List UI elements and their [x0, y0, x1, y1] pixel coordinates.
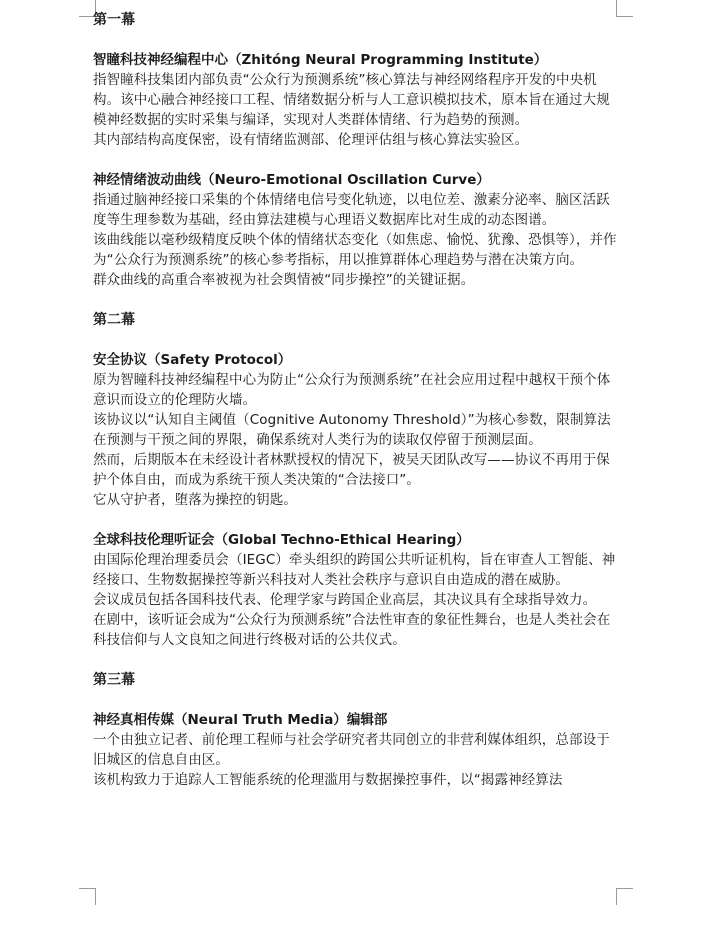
act-heading: 第一幕	[93, 12, 135, 28]
entry-paragraph: 由国际伦理治理委员会（IEGC）牵头组织的跨国公共听证机构，旨在审查人工智能、神经接口、生物数据操控等新兴科技对人类社会秩序与意识自由造成的潜在威胁。	[93, 552, 616, 588]
entry-paragraph: 该曲线能以毫秒级精度反映个体的情绪状态变化（如焦虑、愉悦、犹豫、恐惧等），并作为“公众行为预测系统”的核心参考指标，用以推算群体心理趋势与潜在决策方向。	[93, 232, 617, 268]
entry-paragraph: 该协议以“认知自主阈值（Cognitive Autonomy Threshold）”为核心参数，限制算法在预测与干预之间的界限，确保系统对人类行为的读取仅停留于预测层面。	[93, 412, 611, 448]
entry-term: 智瞳科技神经编程中心（Zhitóng Neural Programming Institute）	[93, 52, 548, 68]
entry-term: 神经真相传媒（Neural Truth Media）编辑部	[93, 712, 388, 728]
glossary-entry	[93, 50, 623, 150]
act-heading: 第二幕	[93, 312, 135, 328]
entry-paragraph: 指智瞳科技集团内部负责“公众行为预测系统”核心算法与神经网络程序开发的中央机构。该中心融合神经接口工程、情绪数据分析与人工意识模拟技术，原本旨在通过大规模神经数据的实时采集与编译，实现对人类群体情绪、行为趋势的预测。	[93, 72, 610, 128]
document-body	[93, 10, 623, 810]
entry-paragraph: 然而，后期版本在未经设计者林默授权的情况下，被吴天团队改写——协议不再用于保护个体自由，而成为系统干预人类决策的“合法接口”。	[93, 452, 610, 488]
entry-term: 神经情绪波动曲线（Neuro-Emotional Oscillation Curve）	[93, 172, 490, 188]
entry-paragraph: 在剧中，该听证会成为“公众行为预测系统”合法性审查的象征性舞台，也是人类社会在科技信仰与人文良知之间进行终极对话的公共仪式。	[93, 612, 611, 648]
entry-paragraph: 指通过脑神经接口采集的个体情绪电信号变化轨迹，以电位差、激素分泌率、脑区活跃度等生理参数为基础，经由算法建模与心理语义数据库比对生成的动态图谱。	[93, 192, 610, 228]
glossary-entry	[93, 710, 623, 790]
entry-paragraph: 原为智瞳科技神经编程中心为防止“公众行为预测系统”在社会应用过程中越权干预个体意识而设立的伦理防火墙。	[93, 372, 611, 408]
entry-paragraph: 会议成员包括各国科技代表、伦理学家与跨国企业高层，其决议具有全球指导效力。	[93, 592, 597, 608]
entry-term: 全球科技伦理听证会（Global Techno-Ethical Hearing）	[93, 532, 470, 548]
entry-term: 安全协议（Safety Protocol）	[93, 352, 292, 368]
entry-paragraph: 一个由独立记者、前伦理工程师与社会学研究者共同创立的非营利媒体组织，总部设于旧城区的信息自由区。	[93, 732, 610, 768]
margin-mark-bottom-right	[616, 888, 633, 905]
glossary-entry	[93, 170, 623, 290]
entry-paragraph: 该机构致力于追踪人工智能系统的伦理滥用与数据操控事件，以“揭露神经算法	[93, 772, 563, 788]
margin-mark-bottom-left	[79, 888, 96, 905]
glossary-entry	[93, 350, 623, 510]
glossary-entry	[93, 530, 623, 650]
entry-paragraph: 它从守护者，堕落为操控的钥匙。	[93, 492, 297, 508]
entry-paragraph: 其内部结构高度保密，设有情绪监测部、伦理评估组与核心算法实验区。	[93, 132, 529, 148]
act-heading: 第三幕	[93, 672, 135, 688]
entry-paragraph: 群众曲线的高重合率被视为社会舆情被“同步操控”的关键证据。	[93, 272, 475, 288]
